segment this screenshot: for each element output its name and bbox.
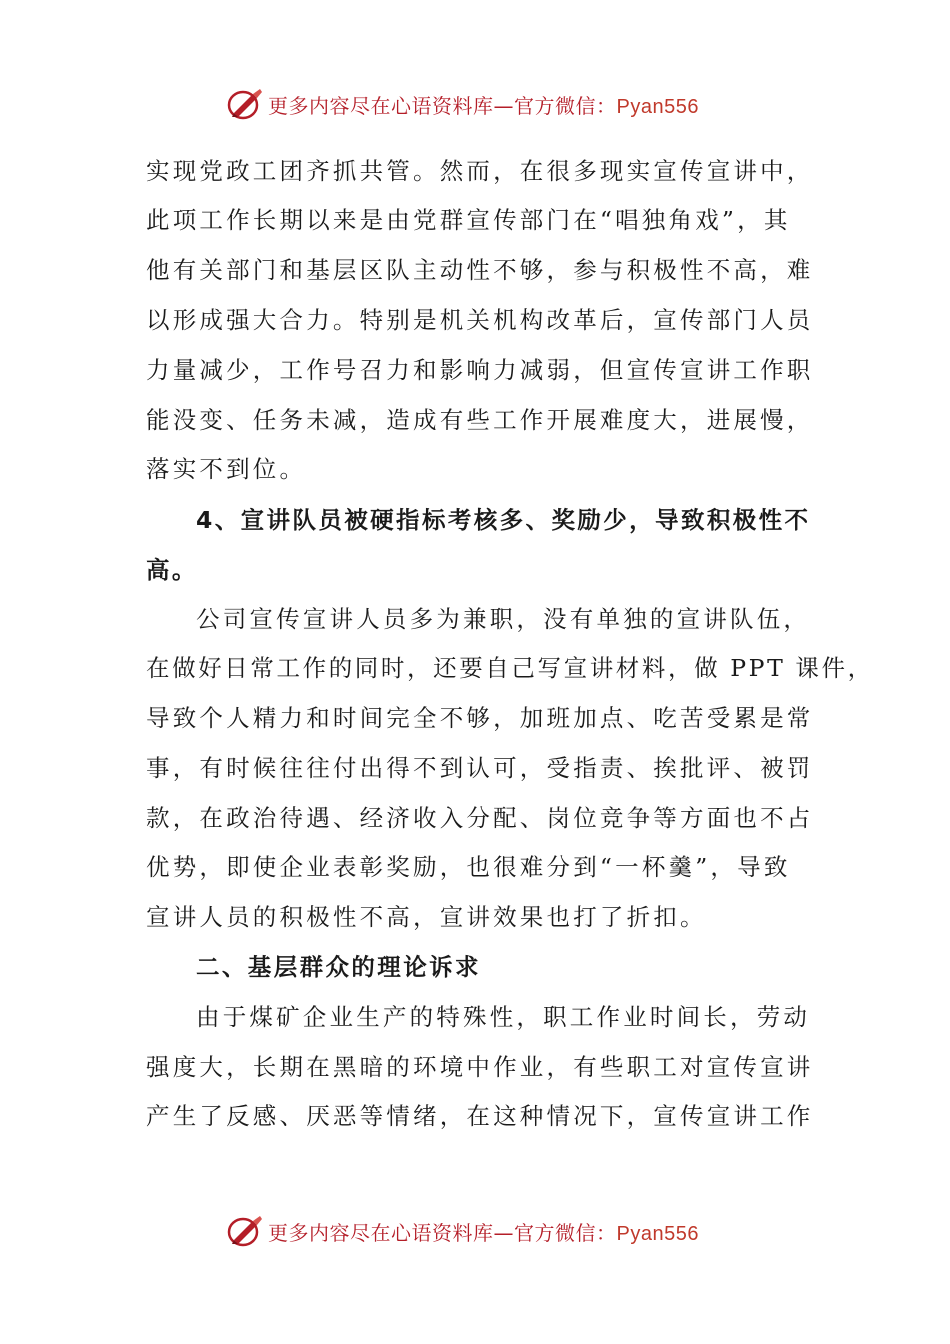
section-heading-4-cont: 高。 bbox=[146, 556, 198, 584]
paragraph-line: 能没变、任务未减，造成有些工作开展难度大，进展慢， bbox=[146, 406, 814, 434]
paragraph-line: 宣讲人员的积极性不高，宣讲效果也打了折扣。 bbox=[146, 903, 707, 931]
wechat-account: Pyan556 bbox=[616, 95, 699, 118]
paragraph-line: 在做好日常工作的同时，还要自己写宣讲材料，做 PPT 课件， bbox=[146, 654, 874, 682]
footer-banner bbox=[0, 1211, 950, 1251]
paragraph-line: 由于煤矿企业生产的特殊性，职工作业时间长，劳动 bbox=[196, 1003, 811, 1031]
paragraph-line: 公司宣传宣讲人员多为兼职，没有单独的宣讲队伍， bbox=[196, 605, 811, 633]
pen-logo-icon bbox=[226, 1214, 264, 1248]
section-heading-2: 二、基层群众的理论诉求 bbox=[196, 953, 481, 981]
paragraph-line: 事，有时候往往付出得不到认可，受指责、挨批评、被罚 bbox=[146, 754, 814, 782]
paragraph-line: 款，在政治待遇、经济收入分配、岗位竞争等方面也不占 bbox=[146, 804, 814, 832]
paragraph-line: 优势，即使企业表彰奖励，也很难分到“一杯羹”，导致 bbox=[146, 853, 791, 881]
paragraph-line: 他有关部门和基层区队主动性不够，参与积极性不高，难 bbox=[146, 256, 814, 284]
paragraph-line: 以形成强大合力。特别是机关机构改革后，宣传部门人员 bbox=[146, 306, 814, 334]
paragraph-line: 强度大，长期在黑暗的环境中作业，有些职工对宣传宣讲 bbox=[146, 1053, 814, 1081]
banner-text bbox=[268, 1217, 699, 1246]
paragraph-line: 导致个人精力和时间完全不够，加班加点、吃苦受累是常 bbox=[146, 704, 814, 732]
wechat-account: Pyan556 bbox=[616, 1222, 699, 1245]
paragraph-line: 此项工作长期以来是由党群宣传部门在“唱独角戏”，其 bbox=[146, 206, 791, 234]
banner-slogan: 更多内容尽在心语资料库—官方微信： bbox=[268, 1220, 617, 1245]
paragraph-line: 落实不到位。 bbox=[146, 455, 307, 483]
paragraph-line: 产生了反感、厌恶等情绪，在这种情况下，宣传宣讲工作 bbox=[146, 1102, 814, 1130]
banner-slogan: 更多内容尽在心语资料库—官方微信： bbox=[268, 93, 617, 118]
section-heading-4: 4、宣讲队员被硬指标考核多、奖励少，导致积极性不 bbox=[196, 506, 811, 534]
paragraph-line: 力量减少，工作号召力和影响力减弱，但宣传宣讲工作职 bbox=[146, 356, 814, 384]
paragraph-line: 实现党政工团齐抓共管。然而，在很多现实宣传宣讲中， bbox=[146, 157, 814, 185]
